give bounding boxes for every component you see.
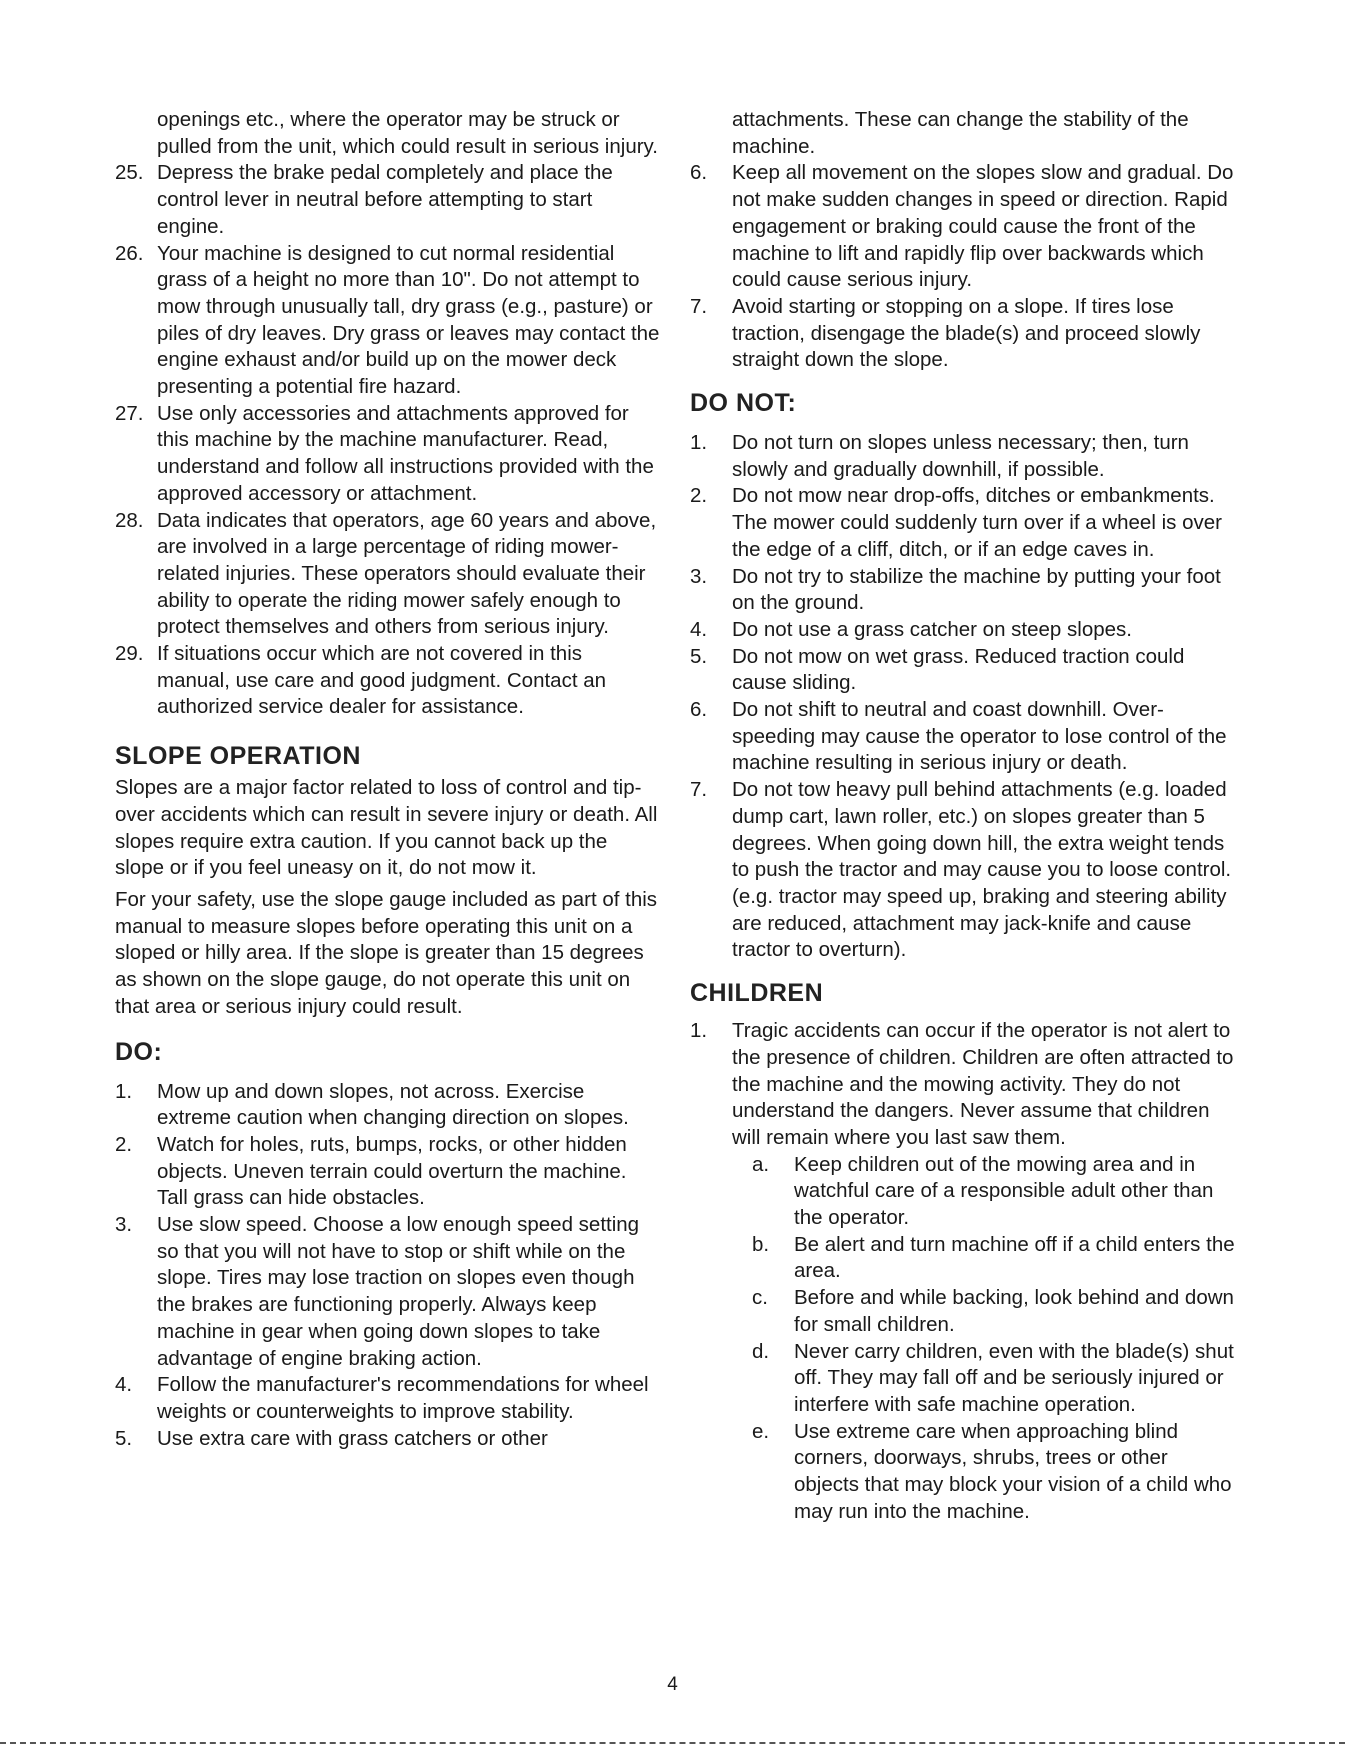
- do-text: Mow up and down slopes, not across. Exercise extreme caution when changing direction on slopes.: [157, 1079, 629, 1130]
- do-text: Watch for holes, ruts, bumps, rocks, or other hidden objects. Uneven terrain could overturn the machine. Tall grass can hide obstacles.: [157, 1132, 627, 1210]
- do-number: 7.: [690, 294, 708, 318]
- do-not-text: Do not tow heavy pull behind attachments (e.g. loaded dump cart, lawn roller, etc.) on slopes greater than 5 degrees. When going down hill, the extra weight tends to push the tractor and may cause you to loose control. (e.g. tractor may speed up, braking and steering ability are reduced, attachment may jack-knife and cause tractor to overturn).: [732, 778, 1232, 962]
- do-not-number: 7.: [690, 778, 708, 802]
- do-item: [115, 1426, 660, 1453]
- do-not-text: Do not mow near drop-offs, ditches or embankments. The mower could suddenly turn over if a wheel is over the edge of a cliff, ditch, or if an edge caves in.: [732, 484, 1222, 561]
- subitem-text: Use extreme care when approaching blind corners, doorways, shrubs, trees or other objects that may block your vision of a child who may run into the machine.: [794, 1419, 1232, 1523]
- rule-text: Use only accessories and attachments approved for this machine by the machine manufacturer. Read, understand and follow all instructions provided with the approved accessory or attachment.: [157, 401, 654, 505]
- slope-paragraph: Slopes are a major factor related to loss of control and tip-over accidents which can result in severe injury or death. All slopes require extra caution. If you cannot back up the slope or if you feel uneasy on it, do not mow it.: [115, 776, 658, 880]
- children-subitems: [690, 1152, 1235, 1526]
- rule-text: If situations occur which are not covered in this manual, use care and good judgment. Contact an authorized service dealer for assistance.: [157, 642, 607, 719]
- do-text: Keep all movement on the slopes slow and gradual. Do not make sudden changes in speed or direction. Rapid engagement or braking could cause the front of the machine to lift and rapidly flip over backwards which could cause serious injury.: [732, 161, 1234, 292]
- do-not-item: [690, 483, 1235, 563]
- children-subitem: [752, 1339, 1235, 1419]
- do-not-text: Do not try to stabilize the machine by putting your foot on the ground.: [732, 564, 1221, 615]
- rule-item: [115, 641, 660, 721]
- do-number: 6.: [690, 161, 708, 185]
- left-column: [115, 107, 660, 1452]
- do-not-number: 5.: [690, 644, 708, 668]
- do-not-number: 3.: [690, 564, 708, 588]
- children-item: [690, 1018, 1235, 1152]
- subitem-text: Be alert and turn machine off if a child enters the area.: [794, 1232, 1235, 1283]
- do-not-text: Do not use a grass catcher on steep slopes.: [732, 617, 1132, 641]
- do-not-item: [690, 777, 1235, 964]
- do-item: [115, 1132, 660, 1212]
- do-not-item: [690, 697, 1235, 777]
- rule-item: [115, 160, 660, 240]
- rule-text: Data indicates that operators, age 60 years and above, are involved in a large percentage of riding mower-related injuries. These operators should evaluate their ability to operate the riding mower safely enough to protect themselves and others from serious injury.: [157, 508, 657, 639]
- do-not-item: [690, 617, 1235, 644]
- do-number: 3.: [115, 1213, 133, 1237]
- do-not-number: 1.: [690, 431, 708, 455]
- scan-edge-divider: [0, 1742, 1345, 1744]
- rule-text: Your machine is designed to cut normal residential grass of a height no more than 10". Do not attempt to mow through unusually tall, dry grass (e.g., pasture) or piles of dry leaves. Dry grass or leaves may contact the engine exhaust and/or build up on the mower deck presenting a potential fire hazard.: [157, 241, 660, 399]
- right-column: [690, 107, 1235, 1525]
- do-item: [115, 1079, 660, 1132]
- do-text: Use slow speed. Choose a low enough speed setting so that you will not have to stop or shift while on the slope. Tires may lose traction on slopes even though the brakes are functioning properly. Always keep machine in gear when going down slopes to take advantage of engine braking action.: [157, 1213, 640, 1370]
- children-text: Tragic accidents can occur if the operator is not alert to the presence of children. Children are often attracted to the machine and the mowing activity. They do not understand the dangers. Never assume that children will remain where you last saw them.: [732, 1019, 1234, 1149]
- subitem-letter: c.: [752, 1286, 768, 1310]
- do-item: [690, 160, 1235, 294]
- do-number: 2.: [115, 1132, 133, 1156]
- subitem-letter: a.: [752, 1152, 770, 1176]
- do-item: [690, 294, 1235, 374]
- do-not-number: 6.: [690, 698, 708, 722]
- do-not-heading: DO NOT:: [690, 389, 797, 418]
- children-subitem: [752, 1232, 1235, 1285]
- do-not-item: [690, 430, 1235, 483]
- rule-item: [115, 241, 660, 401]
- do-5-continuation: attachments. These can change the stability of the machine.: [732, 108, 1189, 158]
- rule-number: 25.: [115, 161, 144, 185]
- subitem-letter: b.: [752, 1232, 770, 1256]
- subitem-text: Never carry children, even with the blade(s) shut off. They may fall off and be seriously injured or interfere with safe machine operation.: [794, 1339, 1234, 1416]
- children-subitem: [752, 1419, 1235, 1526]
- rule-number: 26.: [115, 241, 144, 265]
- do-text: Use extra care with grass catchers or other: [157, 1426, 548, 1450]
- subitem-letter: e.: [752, 1419, 770, 1443]
- do-not-text: Do not mow on wet grass. Reduced traction could cause sliding.: [732, 644, 1185, 695]
- do-text: Follow the manufacturer's recommendations for wheel weights or counterweights to improve stability.: [157, 1373, 649, 1423]
- page-number: 4: [667, 1674, 678, 1695]
- rule-text: Depress the brake pedal completely and place the control lever in neutral before attempting to start engine.: [157, 161, 613, 238]
- rule-number: 29.: [115, 642, 144, 666]
- rule-number: 28.: [115, 508, 144, 532]
- do-number: 5.: [115, 1426, 133, 1450]
- children-subitem: [752, 1152, 1235, 1232]
- subitem-text: Before and while backing, look behind and down for small children.: [794, 1286, 1234, 1336]
- do-heading: DO:: [115, 1037, 163, 1066]
- children-number: 1.: [690, 1019, 708, 1043]
- subitem-text: Keep children out of the mowing area and in watchful care of a responsible adult other than the operator.: [794, 1152, 1214, 1230]
- do-item: [115, 1212, 660, 1372]
- do-number: 1.: [115, 1079, 133, 1103]
- rule-item: [115, 401, 660, 508]
- do-not-number: 4.: [690, 617, 708, 641]
- slope-paragraph: For your safety, use the slope gauge included as part of this manual to measure slopes before operating this unit on a sloped or hilly area. If the slope is greater than 15 degrees as shown on the slope gauge, do not operate this unit on that area or serious injury could result.: [115, 887, 658, 1018]
- rule-item: [115, 508, 660, 642]
- rule-number: 27.: [115, 401, 144, 425]
- do-not-text: Do not shift to neutral and coast downhill. Over-speeding may cause the operator to lose control of the machine resulting in serious injury or death.: [732, 698, 1227, 775]
- do-not-text: Do not turn on slopes unless necessary; then, turn slowly and gradually downhill, if possible.: [732, 431, 1189, 481]
- slope-operation-heading: SLOPE OPERATION: [115, 742, 361, 771]
- children-subitem: [752, 1285, 1235, 1338]
- rule-24-continuation: openings etc., where the operator may be struck or pulled from the unit, which could result in serious injury.: [157, 108, 658, 158]
- subitem-letter: d.: [752, 1339, 770, 1363]
- do-not-item: [690, 644, 1235, 697]
- do-item: [115, 1372, 660, 1425]
- do-number: 4.: [115, 1373, 133, 1397]
- do-not-number: 2.: [690, 484, 708, 508]
- do-not-item: [690, 564, 1235, 617]
- do-text: Avoid starting or stopping on a slope. If tires lose traction, disengage the blade(s) and proceed slowly straight down the slope.: [732, 294, 1201, 372]
- children-heading: CHILDREN: [690, 979, 824, 1008]
